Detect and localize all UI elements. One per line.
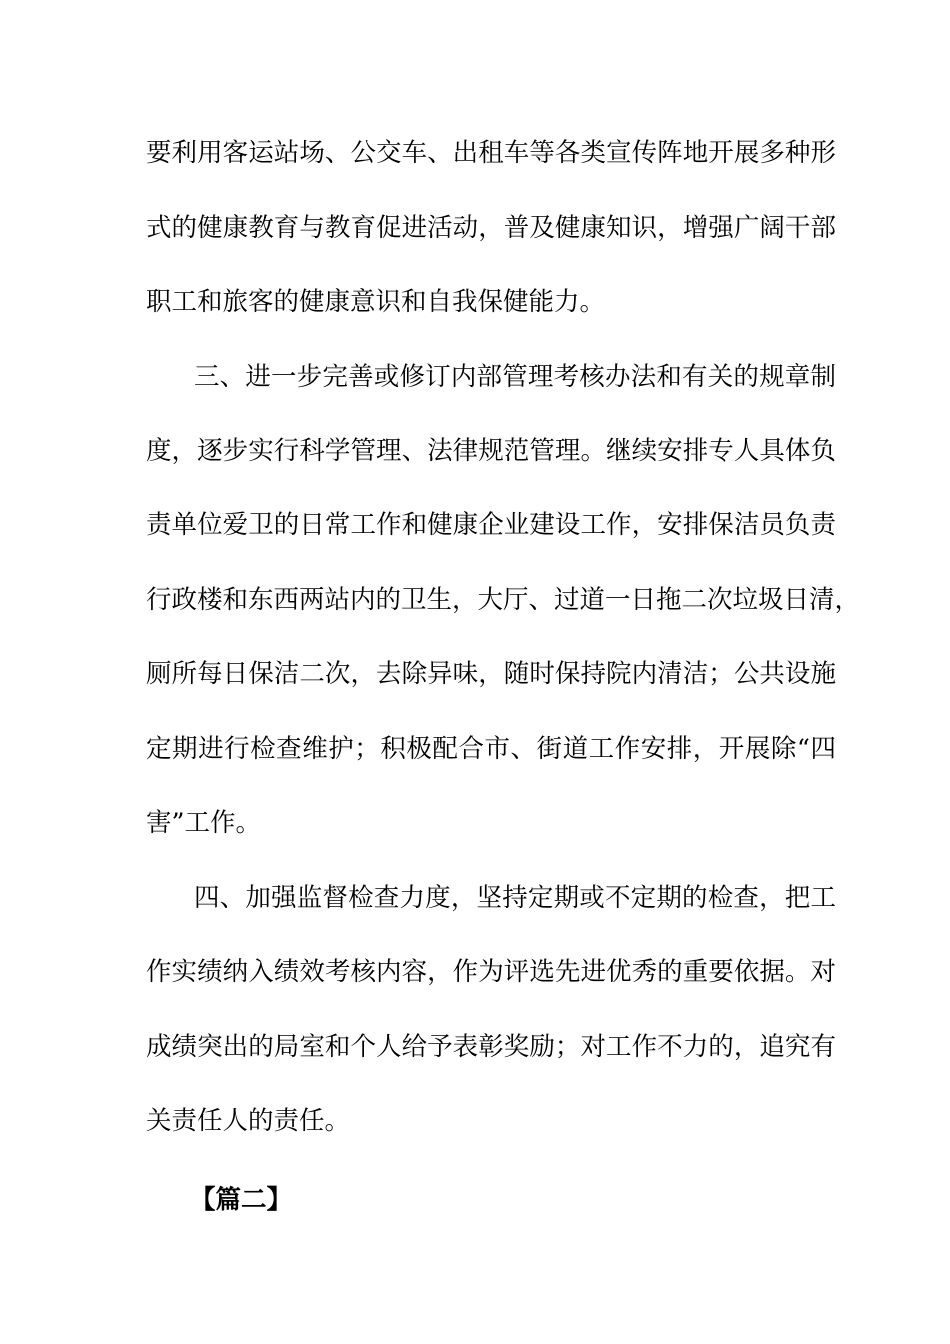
body-text-line: 职工和旅客的健康意识和自我保健能力。 [146, 287, 606, 317]
body-text-line: 成绩突出的局室和个人给予表彰奖励；对工作不力的，追究有 [146, 1032, 836, 1062]
body-text-line: 责单位爱卫的日常工作和健康企业建设工作，安排保洁员负责 [146, 510, 836, 540]
body-text-line: 作实绩纳入绩效考核内容，作为评选先进优秀的重要依据。对 [146, 957, 836, 987]
body-text-line: 度，逐步实行科学管理、法律规范管理。继续安排专人具体负 [146, 436, 836, 466]
body-text-line: 四、加强监督检查力度，坚持定期或不定期的检查，把工 [194, 883, 836, 913]
body-text-line: 定期进行检查维护；积极配合市、街道工作安排，开展除“四 [146, 734, 836, 764]
body-text-line: 关责任人的责任。 [146, 1106, 351, 1136]
body-text-line: 式的健康教育与教育促进活动，普及健康知识，增强广阔干部 [146, 213, 836, 243]
body-text-line: 行政楼和东西两站内的卫生，大厅、过道一日拖二次垃圾日清， [146, 585, 861, 615]
body-text-line: 三、进一步完善或修订内部管理考核办法和有关的规章制 [194, 362, 836, 392]
body-text-line: 害”工作。 [146, 808, 262, 838]
body-text-line: 要利用客运站场、公交车、出租车等各类宣传阵地开展多种形 [146, 138, 836, 168]
body-text-line: 厕所每日保洁二次，去除异味，随时保持院内清洁；公共设施 [146, 659, 836, 689]
section-heading: 【篇二】 [190, 1185, 293, 1215]
